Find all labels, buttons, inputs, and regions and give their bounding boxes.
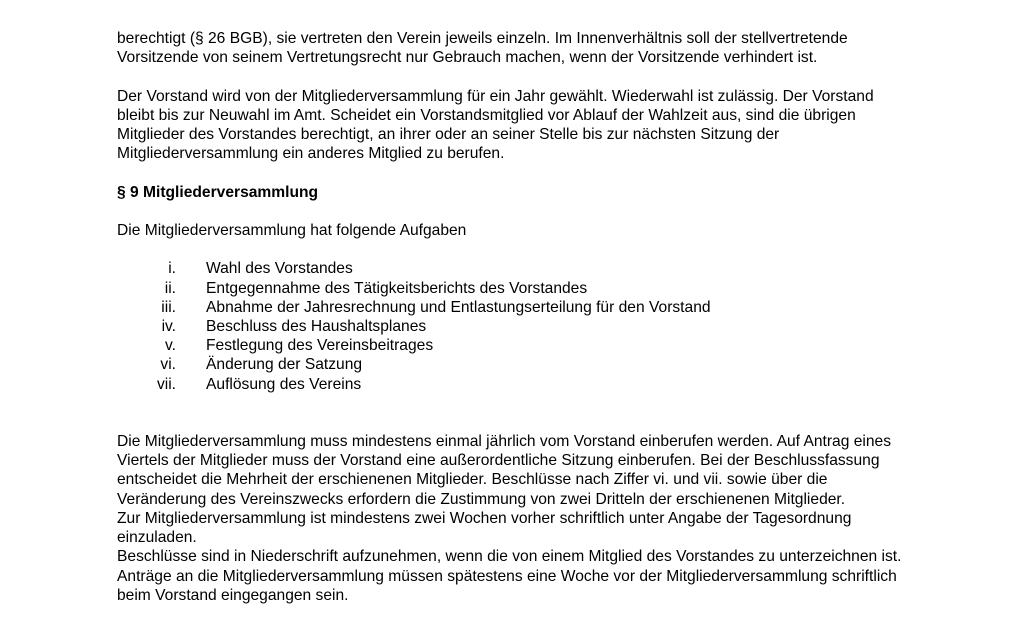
task-list bbox=[117, 259, 997, 393]
list-item-text: Wahl des Vorstandes bbox=[206, 260, 353, 278]
list-numeral: i. bbox=[168, 260, 176, 278]
text-line: Anträge an die Mitgliederversammlung müssen spätestens eine Woche vor der Mitgliederversammlung schriftlich bbox=[117, 567, 897, 585]
list-item bbox=[117, 336, 997, 355]
list-item bbox=[117, 298, 997, 317]
text-line: berechtigt (§ 26 BGB), sie vertreten den Verein jeweils einzeln. Im Innenverhältnis soll der stellvertretende bbox=[117, 30, 848, 47]
paragraph-board-election bbox=[117, 87, 997, 164]
list-item bbox=[117, 355, 997, 374]
text-line: Zur Mitgliederversammlung ist mindestens zwei Wochen vorher schriftlich unter Angabe der Tagesordnung bbox=[117, 509, 852, 527]
list-numeral: iv. bbox=[161, 317, 176, 335]
list-item bbox=[117, 317, 997, 336]
text-line: Die Mitgliederversammlung muss mindestens einmal jährlich vom Vorstand einberufen werden. Auf Antrag eines bbox=[117, 433, 892, 451]
paragraph-representation bbox=[117, 29, 997, 67]
list-item bbox=[117, 375, 997, 394]
text-line: einzuladen. bbox=[117, 529, 197, 547]
list-item-text: Festlegung des Vereinsbeitrages bbox=[206, 337, 434, 355]
text-line: entscheidet die Mehrheit der erschienenen Mitglieder. Beschlüsse nach Ziffer vi. und vii. sowie über die bbox=[117, 471, 828, 489]
text-line: Viertels der Mitglieder muss der Vorstand eine außerordentliche Sitzung einberufen. Bei der Beschlussfassung bbox=[117, 452, 880, 470]
text-line: bleibt bis zur Neuwahl im Amt. Scheidet ein Vorstandsmitglied vor Ablauf der Wahlzeit aus, sind die übrigen bbox=[117, 106, 856, 124]
section-heading: § 9 Mitgliederversammlung bbox=[117, 183, 319, 201]
text-line: Mitglieder des Vorstandes berechtigt, an ihrer oder an seiner Stelle bis zur nächsten Sitzung der bbox=[117, 126, 780, 143]
list-item bbox=[117, 259, 997, 278]
text-line: Vorsitzende von seinem Vertretungsrecht nur Gebrauch machen, wenn der Vorsitzende verhindert ist. bbox=[117, 49, 818, 67]
text-line: Der Vorstand wird von der Mitgliederversammlung für ein Jahr gewählt. Wiederwahl ist zulässig. Der Vorstand bbox=[117, 87, 874, 105]
list-numeral: vi. bbox=[160, 356, 176, 374]
list-item-text: Änderung der Satzung bbox=[206, 356, 363, 374]
text-line: beim Vorstand eingegangen sein. bbox=[117, 586, 349, 604]
document-page bbox=[117, 29, 997, 605]
paragraph-convocation bbox=[117, 432, 997, 605]
text-line: Mitgliederversammlung ein anderes Mitglied zu berufen. bbox=[117, 145, 505, 163]
list-numeral: iii. bbox=[161, 298, 176, 316]
list-item-text: Beschluss des Haushaltsplanes bbox=[206, 317, 427, 335]
list-numeral: v. bbox=[165, 337, 176, 355]
text-line: Veränderung des Vereinszwecks erfordern die Zustimmung von zwei Dritteln der erschienenen Mitglieder. bbox=[117, 490, 846, 508]
list-item-text: Entgegennahme des Tätigkeitsberichts des Vorstandes bbox=[206, 279, 588, 297]
list-numeral: vii. bbox=[156, 375, 176, 393]
text-line: Beschlüsse sind in Niederschrift aufzunehmen, wenn die von einem Mitglied des Vorstandes zu unterzeichnen ist. bbox=[117, 548, 902, 566]
list-item-text: Abnahme der Jahresrechnung und Entlastungserteilung für den Vorstand bbox=[206, 298, 711, 316]
list-item-text: Auflösung des Vereins bbox=[206, 375, 362, 393]
list-intro: Die Mitgliederversammlung hat folgende Aufgaben bbox=[117, 221, 467, 239]
list-item bbox=[117, 279, 997, 298]
list-numeral: ii. bbox=[164, 279, 176, 297]
